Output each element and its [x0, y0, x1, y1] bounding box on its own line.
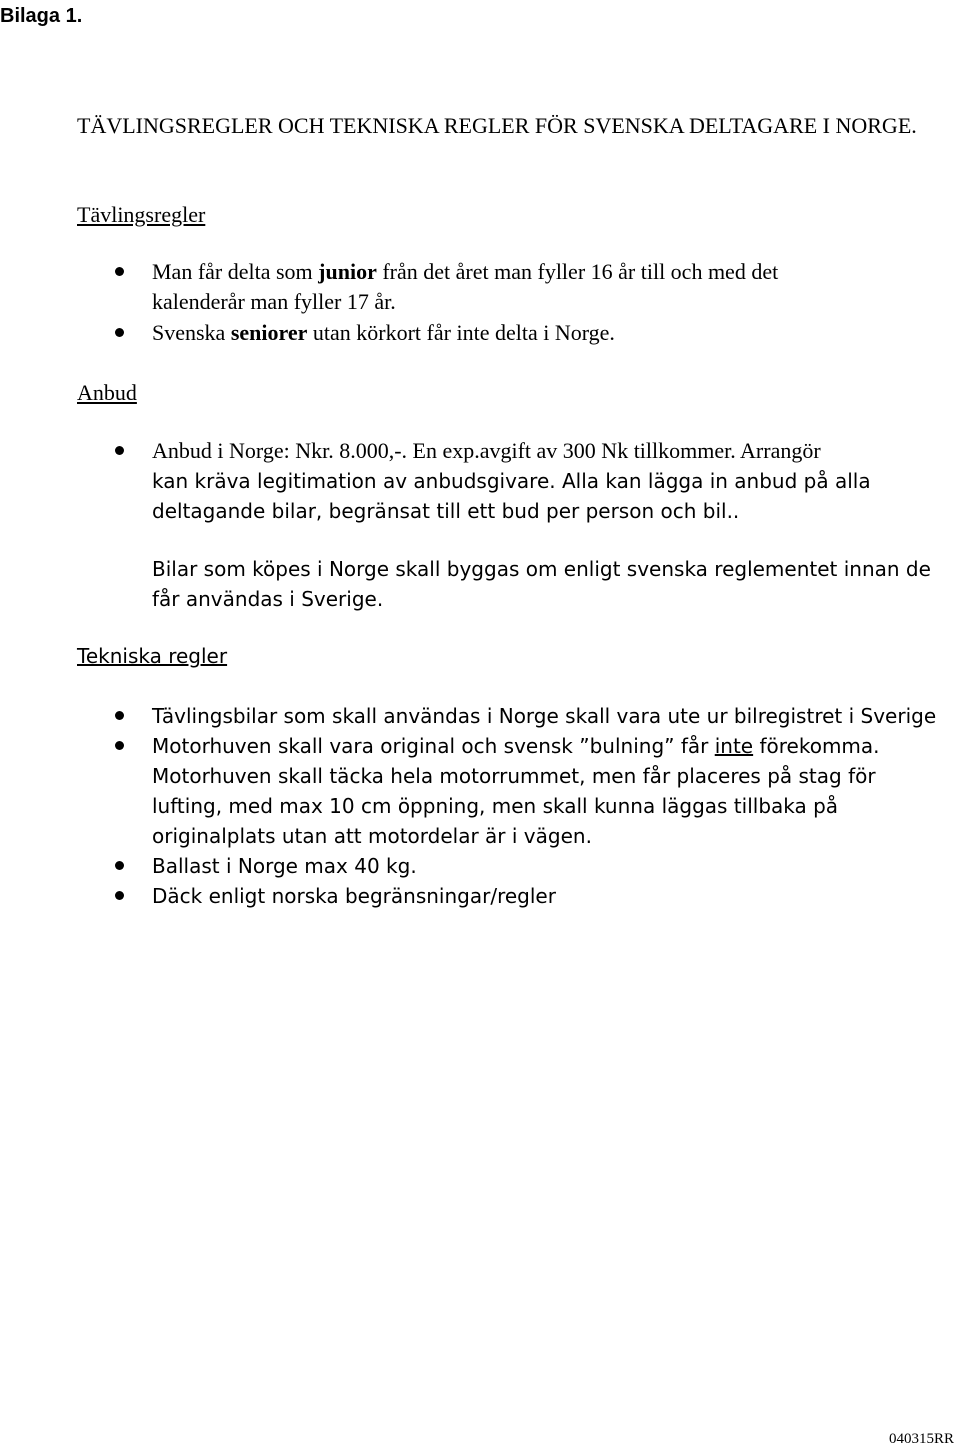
bold-term-seniorer: seniorer [230, 320, 308, 345]
text-run: från det året man fyller 16 år till och med det [376, 259, 779, 284]
list-item-line: Anbud i Norge: Nkr. 8.000,-. En exp.avgift av 300 Nk tillkommer. Arrangör [152, 438, 821, 463]
section-heading-tekniska-regler: Tekniska regler [77, 644, 228, 668]
document-code: 040315RR [888, 1431, 954, 1447]
list-item-line: kalenderår man fyller 17 år. [152, 289, 396, 314]
bullet-icon [115, 267, 124, 276]
list-item-line: Motorhuven skall täcka hela motorrummet, men får placeres på stag för [152, 764, 876, 788]
list-item-bilregistret: Tävlingsbilar som skall användas i Norge skall vara ute ur bilregistret i Sverige [152, 704, 937, 728]
note-line: får användas i Sverige. [152, 587, 384, 611]
bullet-icon [115, 711, 124, 720]
list-item-line [152, 731, 957, 761]
list-item-line: originalplats utan att motordelar är i vägen. [152, 824, 592, 848]
document-title: TÄVLINGSREGLER OCH TEKNISKA REGLER FÖR SVENSKA DELTAGARE I NORGE. [77, 113, 917, 138]
list-item-line: deltagande bilar, begränsat till ett bud per person och bil.. [152, 499, 740, 523]
text-run: förekomma. [753, 734, 880, 758]
note-line: Bilar som köpes i Norge skall byggas om enligt svenska reglementet innan de [152, 557, 931, 581]
bullet-icon [115, 741, 124, 750]
list-item-line: kan kräva legitimation av anbudsgivare. Alla kan lägga in anbud på alla [152, 469, 871, 493]
text-run: Motorhuven skall vara original och svensk ”bulning” får [152, 734, 715, 758]
text-run: Man får delta som [152, 259, 319, 284]
bold-term-junior: junior [318, 259, 377, 284]
underlined-term-inte: inte [714, 734, 754, 758]
list-item-junior [152, 257, 957, 317]
bullet-icon [115, 891, 124, 900]
bullet-icon [115, 861, 124, 870]
list-item-motorhuven [152, 731, 957, 851]
anbud-note [152, 554, 957, 614]
list-item-line: lufting, med max 10 cm öppning, men skall kunna läggas tillbaka på [152, 794, 839, 818]
section-heading-anbud: Anbud [77, 380, 137, 405]
list-item-dack: Däck enligt norska begränsningar/regler [152, 884, 556, 908]
list-item-line [152, 257, 957, 287]
bullet-icon [115, 328, 124, 337]
list-item-anbud [152, 436, 957, 526]
text-run: Svenska [152, 320, 231, 345]
list-item-ballast: Ballast i Norge max 40 kg. [152, 854, 417, 878]
list-item-seniorer [152, 318, 957, 348]
section-heading-tavlingsregler: Tävlingsregler [77, 202, 206, 227]
page-header-label: Bilaga 1. [0, 5, 83, 27]
text-run: utan körkort får inte delta i Norge. [307, 320, 615, 345]
bullet-icon [115, 446, 124, 455]
